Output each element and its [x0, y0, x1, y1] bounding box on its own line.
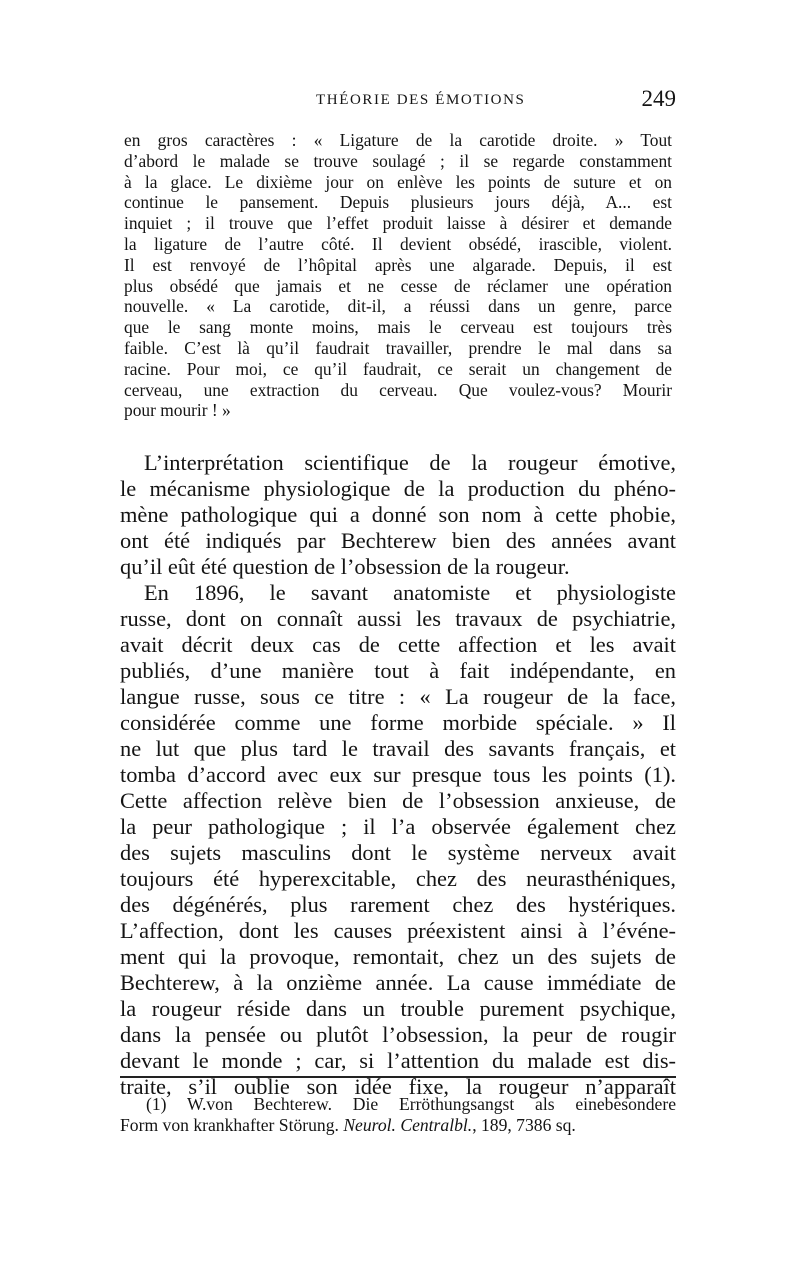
body-line: la peur pathologique ; il l’a observée également chez [120, 814, 676, 839]
quote-line: pour mourir ! » [124, 400, 231, 421]
footnote-separator [120, 1076, 676, 1078]
quote-line: que le sang monte moins, mais le cerveau est toujours très [124, 317, 672, 338]
page-header [118, 88, 678, 116]
body-line: devant le monde ; car, si l’attention du malade est dis- [120, 1048, 676, 1073]
body-line: L’affection, dont les causes préexistent ainsi à l’événe- [120, 918, 676, 943]
body-line: ment qui la provoque, remontait, chez un des sujets de [120, 944, 676, 969]
footnote [120, 1094, 676, 1136]
body-line: publiés, d’une manière tout à fait indépendante, en [120, 658, 676, 683]
body-line: la rougeur réside dans un trouble purement psychique, [120, 996, 676, 1021]
body-line: En 1896, le savant anatomiste et physiologiste [144, 580, 676, 605]
body-line: tomba d’accord avec eux sur presque tous les points (1). [120, 762, 676, 787]
body-line: dans la pensée ou plutôt l’obsession, la peur de rougir [120, 1022, 676, 1047]
body-line: toujours été hyperexcitable, chez des neurasthéniques, [120, 866, 676, 891]
body-line: russe, dont on connaît aussi les travaux de psychiatrie, [120, 606, 676, 631]
quote-line: cerveau, une extraction du cerveau. Que voulez-vous? Mourir [124, 379, 672, 400]
quote-line: la ligature de l’autre côté. Il devient obsédé, irascible, violent. [124, 233, 672, 254]
body-line: ne lut que plus tard le travail des savants français, et [120, 736, 676, 761]
quote-line: Il est renvoyé de l’hôpital après une algarade. Depuis, il est [124, 254, 672, 275]
quote-line: racine. Pour moi, ce qu’il faudrait, ce serait un changement de [124, 358, 672, 379]
quote-line: à la glace. Le dixième jour on enlève les points de suture et on [124, 171, 672, 192]
body-line: ont été indiqués par Bechterew bien des années avant [120, 528, 676, 553]
body-line: langue russe, sous ce titre : « La rougeur de la face, [120, 684, 676, 709]
footnote-line-1: (1) W.von Bechterew. Die Erröthungsangst als einebesondere [146, 1094, 676, 1114]
quote-line: d’abord le malade se trouve soulagé ; il se regarde constamment [124, 150, 672, 171]
footnote-line-2 [120, 1115, 676, 1136]
quote-line: nouvelle. « La carotide, dit-il, a réussi dans un genre, parce [124, 296, 672, 317]
main-text [120, 450, 676, 1100]
journal-title: Neurol. Centralbl. [343, 1115, 473, 1135]
quote-line: inquiet ; il trouve que l’effet produit laisse à désirer et demande [124, 213, 672, 234]
body-line: avait décrit deux cas de cette affection et les avait [120, 632, 676, 657]
quote-line: en gros caractères : « Ligature de la carotide droite. » Tout [124, 130, 672, 150]
body-line: le mécanisme physiologique de la production du phéno- [120, 476, 676, 501]
quote-line: plus obsédé que jamais et ne cesse de réclamer une opération [124, 275, 672, 296]
body-line: Cette affection relève bien de l’obsession anxieuse, de [120, 788, 676, 813]
page-number: 249 [641, 86, 676, 111]
body-line: Bechterew, à la onzième année. La cause immédiate de [120, 970, 676, 995]
body-line: qu’il eût été question de l’obsession de la rougeur. [120, 554, 570, 579]
body-line: L’interprétation scientifique de la rougeur émotive, [144, 450, 676, 475]
body-line: mène pathologique qui a donné son nom à cette phobie, [120, 502, 676, 527]
footnote-text: Form von krankhafter Störung. [120, 1115, 344, 1135]
body-line: des sujets masculins dont le système nerveux avait [120, 840, 676, 865]
body-line: traite, s’il oublie son idée fixe, la rougeur n’apparaît [120, 1074, 676, 1099]
quoted-case-report [124, 130, 672, 421]
quote-line: faible. C’est là qu’il faudrait travailler, prendre le mal dans sa [124, 337, 672, 358]
running-title: THÉORIE DES ÉMOTIONS [316, 92, 526, 108]
body-line: considérée comme une forme morbide spéciale. » Il [120, 710, 676, 735]
quote-line: continue le pansement. Depuis plusieurs jours déjà, A... est [124, 192, 672, 213]
body-line: des dégénérés, plus rarement chez des hystériques. [120, 892, 676, 917]
footnote-citation: , 189, 7386 sq. [472, 1115, 576, 1135]
